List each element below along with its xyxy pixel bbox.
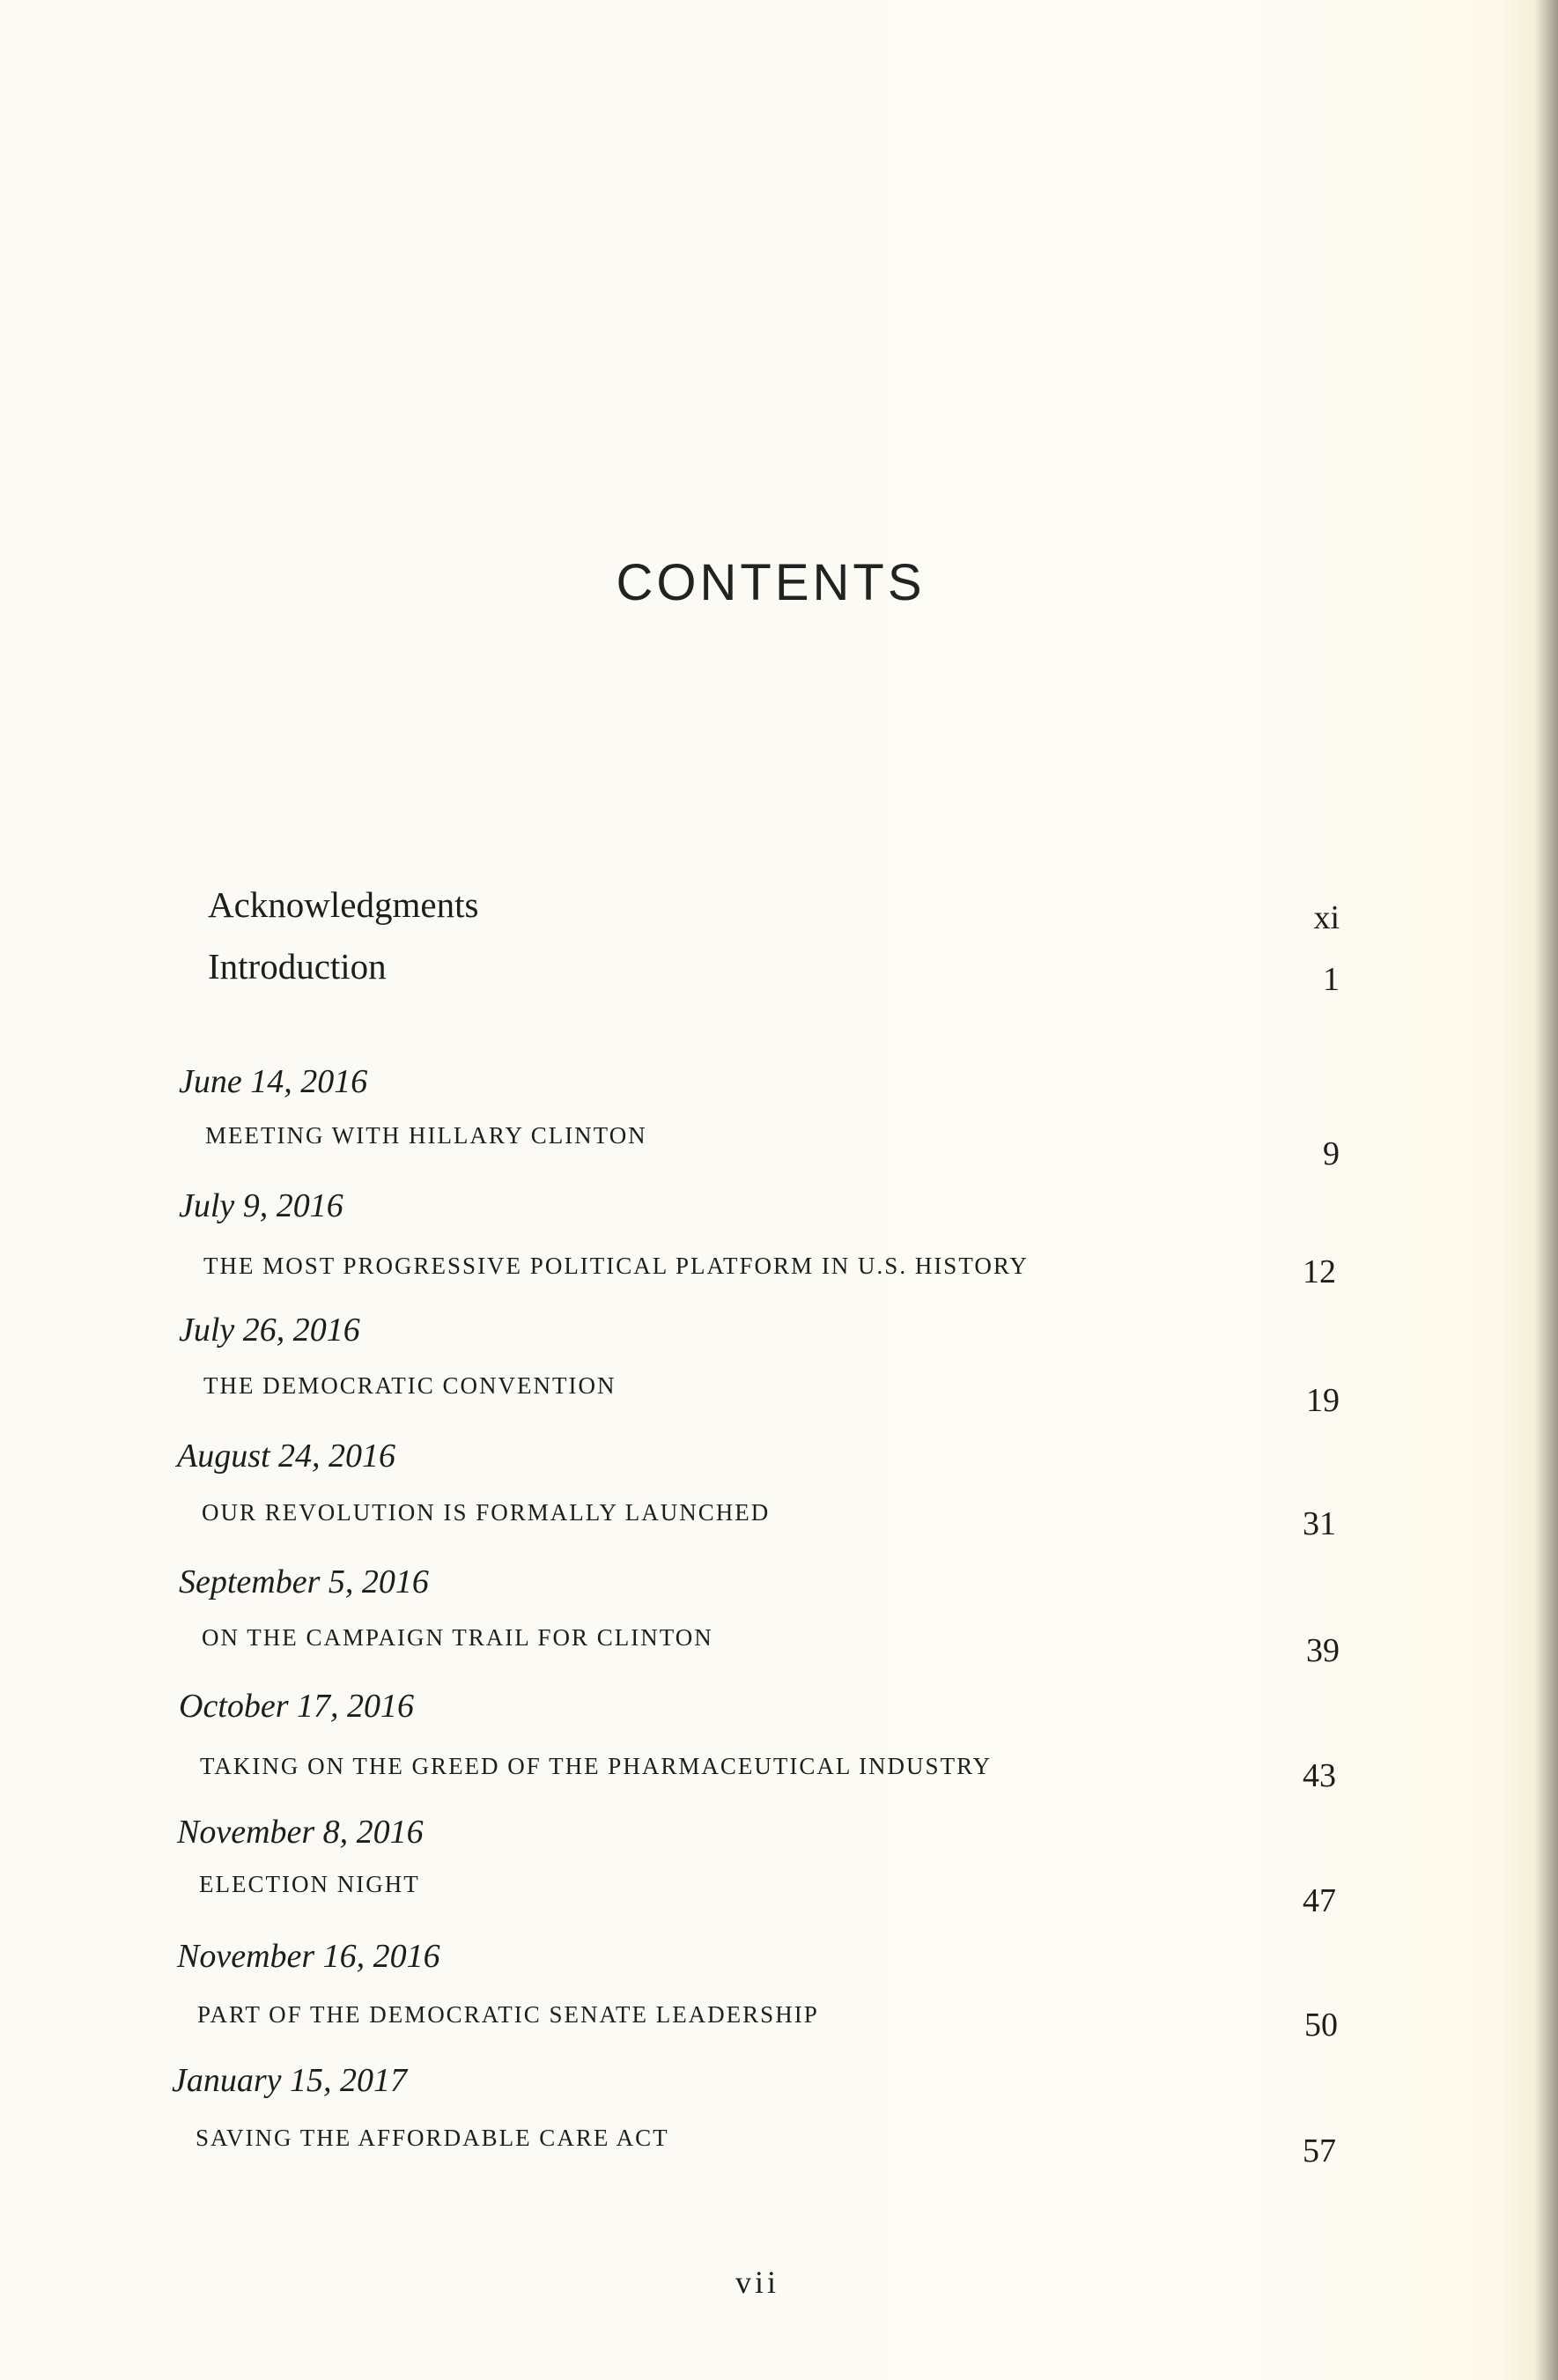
toc-front-acknowledgments: Acknowledgments — [208, 884, 479, 925]
toc-page-number: 31 — [1303, 1505, 1336, 1542]
toc-page-number: 47 — [1303, 1882, 1336, 1919]
toc-entry-date: September 5, 2016 — [179, 1563, 429, 1600]
toc-front-introduction: Introduction — [208, 946, 387, 987]
toc-page-number: 39 — [1306, 1632, 1340, 1669]
toc-entry-date: November 8, 2016 — [177, 1814, 424, 1851]
toc-entry-date: November 16, 2016 — [177, 1938, 440, 1975]
toc-entry-date: August 24, 2016 — [177, 1438, 396, 1475]
toc-page-number: 1 — [1323, 961, 1340, 998]
toc-entry-date: July 9, 2016 — [179, 1187, 343, 1224]
toc-entry-title: SAVING THE AFFORDABLE CARE ACT — [196, 2125, 669, 2151]
page-folio: vii — [735, 2265, 779, 2300]
toc-page-number: 12 — [1303, 1253, 1336, 1290]
toc-entry-title: THE MOST PROGRESSIVE POLITICAL PLATFORM IN U.S. HISTORY — [203, 1253, 1029, 1279]
toc-page-number: xi — [1313, 899, 1340, 936]
toc-entry-date: October 17, 2016 — [179, 1688, 415, 1725]
toc-page-number: 9 — [1323, 1135, 1340, 1172]
toc-entry-title: MEETING WITH HILLARY CLINTON — [205, 1122, 647, 1149]
toc-entry-title: ON THE CAMPAIGN TRAIL FOR CLINTON — [202, 1624, 713, 1651]
toc-page-number: 43 — [1303, 1757, 1336, 1794]
toc-entry-date: January 15, 2017 — [172, 2062, 408, 2099]
toc-entry-title: THE DEMOCRATIC CONVENTION — [203, 1372, 617, 1399]
toc-entry-title: ELECTION NIGHT — [199, 1871, 420, 1897]
toc-entry-date: July 26, 2016 — [179, 1312, 360, 1349]
toc-page-number: 19 — [1306, 1382, 1340, 1419]
toc-page-number: 57 — [1303, 2132, 1336, 2169]
toc-entry-date: June 14, 2016 — [179, 1063, 368, 1100]
toc-entry-title: PART OF THE DEMOCRATIC SENATE LEADERSHIP — [197, 2001, 819, 2028]
page-title: CONTENTS — [616, 554, 926, 611]
toc-page-number: 50 — [1304, 2007, 1338, 2044]
toc-entry-title: TAKING ON THE GREED OF THE PHARMACEUTICAL INDUSTRY — [200, 1753, 993, 1779]
toc-entry-title: OUR REVOLUTION IS FORMALLY LAUNCHED — [202, 1499, 771, 1526]
